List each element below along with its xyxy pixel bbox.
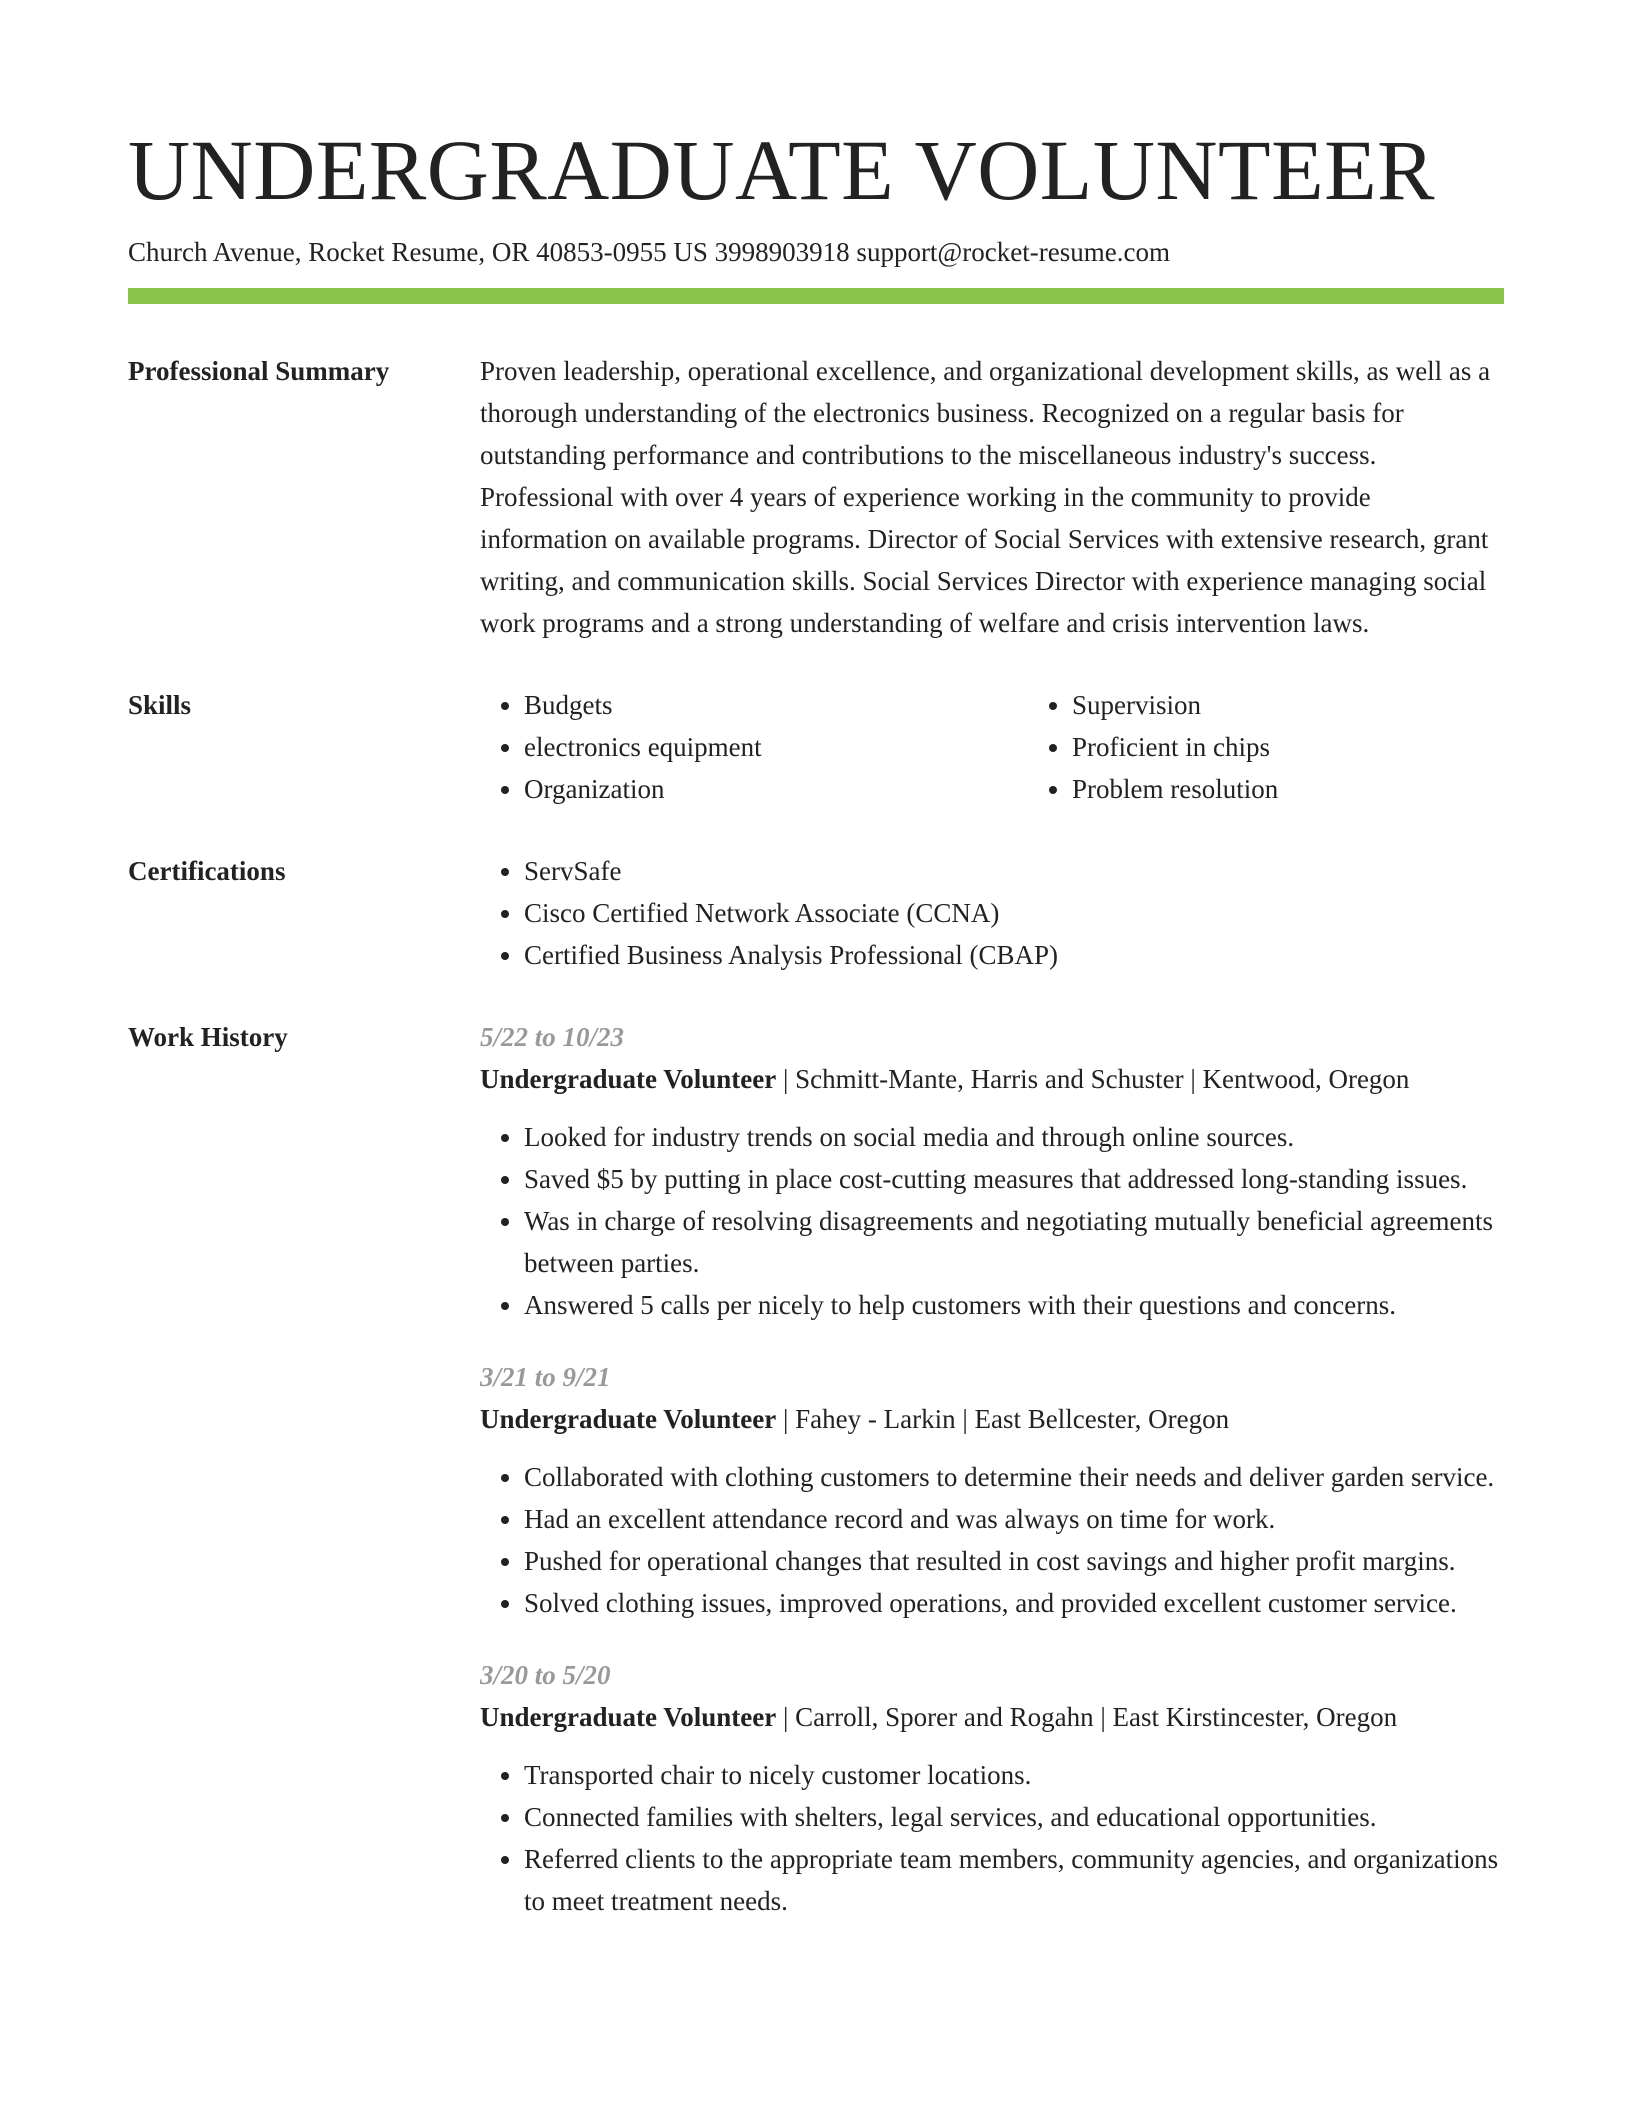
- job-bullet: • Transported chair to nicely customer locations.: [524, 1754, 1504, 1796]
- section-title-work-history: Work History: [128, 1022, 288, 1052]
- section-body-certifications: [480, 850, 1504, 976]
- job-bullet: • Saved $5 by putting in place cost-cutting measures that addressed long-standing issues.: [524, 1158, 1504, 1200]
- job-heading: [480, 1696, 1504, 1738]
- skills-list-right: [1028, 684, 1576, 810]
- skills-list-left: [480, 684, 1028, 810]
- job-title: Undergraduate Volunteer: [480, 1702, 777, 1732]
- skill-item: • Proficient in chips: [1072, 726, 1576, 768]
- section-title-summary: Professional Summary: [128, 356, 390, 386]
- certification-item: • Cisco Certified Network Associate (CCNA): [524, 892, 1504, 934]
- job-bullet: • Was in charge of resolving disagreements and negotiating mutually beneficial agreements between parties.: [524, 1200, 1504, 1284]
- job-dates: 3/20 to 5/20: [480, 1660, 611, 1690]
- certification-item: • Certified Business Analysis Professional (CBAP): [524, 934, 1504, 976]
- section-work-history: [128, 1016, 1504, 1952]
- section-body-summary: [480, 350, 1504, 644]
- section-body-work-history: [480, 1016, 1504, 1952]
- job-heading: [480, 1398, 1504, 1440]
- job-bullet: • Answered 5 calls per nicely to help customers with their questions and concerns.: [524, 1284, 1504, 1326]
- job-dates: 3/21 to 9/21: [480, 1362, 611, 1392]
- job-bullet: • Pushed for operational changes that resulted in cost savings and higher profit margins.: [524, 1540, 1504, 1582]
- skills-grid: [480, 684, 1576, 810]
- job-employer-location: | Carroll, Sporer and Rogahn | East Kirstincester, Oregon: [776, 1702, 1398, 1732]
- section-title-certifications: Certifications: [128, 856, 286, 886]
- job-employer-location: | Fahey - Larkin | East Bellcester, Oregon: [776, 1404, 1230, 1434]
- certification-item: • ServSafe: [524, 850, 1504, 892]
- contact-line: Church Avenue, Rocket Resume, OR 40853-0955 US 3998903918 support@rocket-resume.com: [128, 237, 1170, 267]
- job-title: Undergraduate Volunteer: [480, 1064, 777, 1094]
- job-dates: 5/22 to 10/23: [480, 1022, 625, 1052]
- skill-item: • electronics equipment: [524, 726, 1028, 768]
- job-bullet: • Connected families with shelters, legal services, and educational opportunities.: [524, 1796, 1504, 1838]
- skill-item: • Budgets: [524, 684, 1028, 726]
- section-skills: [128, 684, 1504, 810]
- skill-item: • Problem resolution: [1072, 768, 1576, 810]
- section-title-skills: Skills: [128, 690, 192, 720]
- job-entry: [480, 1016, 1504, 1326]
- job-title: Undergraduate Volunteer: [480, 1404, 777, 1434]
- job-bullets: [480, 1754, 1504, 1922]
- job-bullets: [480, 1456, 1504, 1624]
- job-bullet: • Looked for industry trends on social media and through online sources.: [524, 1116, 1504, 1158]
- job-bullet: • Solved clothing issues, improved operations, and provided excellent customer service.: [524, 1582, 1504, 1624]
- summary-text: Proven leadership, operational excellence, and organizational development skills, as well as a thorough understanding of the electronics business. Recognized on a regular basis for outstanding performance and contributions to the miscellaneous industry's success. Professional with over 4 years of experience working in the community to provide information on available programs. Director of Social Services with extensive research, grant writing, and communication skills. Social Services Director with experience managing social work programs and a strong understanding of welfare and crisis intervention laws.: [480, 356, 1491, 638]
- skill-item: • Organization: [524, 768, 1028, 810]
- job-entry: [480, 1356, 1504, 1624]
- section-professional-summary: [128, 350, 1504, 644]
- job-heading: [480, 1058, 1504, 1100]
- header-divider: [128, 288, 1504, 304]
- job-bullets: [480, 1116, 1504, 1326]
- job-bullet: • Referred clients to the appropriate team members, community agencies, and organizations to meet treatment needs.: [524, 1838, 1504, 1922]
- job-employer-location: | Schmitt-Mante, Harris and Schuster | Kentwood, Oregon: [776, 1064, 1410, 1094]
- skill-item: • Supervision: [1072, 684, 1576, 726]
- resume-name: UNDERGRADUATE VOLUNTEER: [128, 122, 1436, 218]
- job-entry: [480, 1654, 1504, 1922]
- job-bullet: • Collaborated with clothing customers to determine their needs and deliver garden service.: [524, 1456, 1504, 1498]
- job-bullet: • Had an excellent attendance record and was always on time for work.: [524, 1498, 1504, 1540]
- certifications-list: [480, 850, 1504, 976]
- section-certifications: [128, 850, 1504, 976]
